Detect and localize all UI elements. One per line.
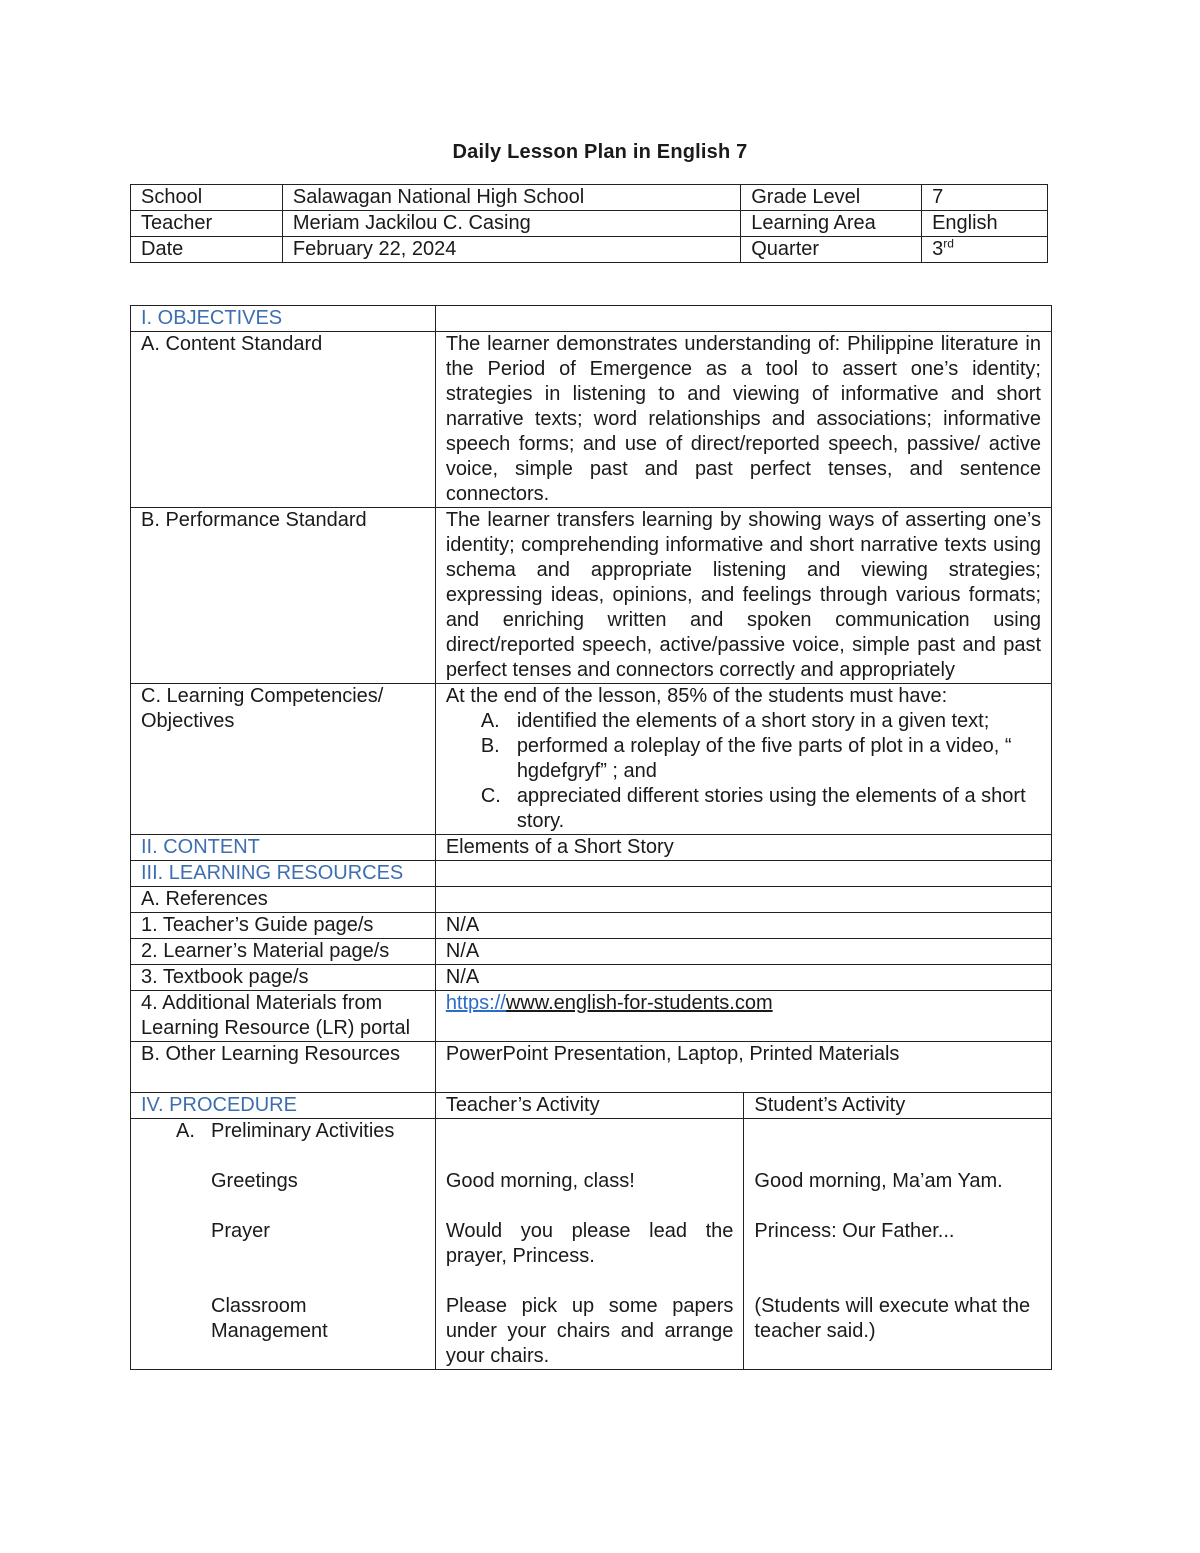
list-item [446,734,1051,784]
additional-materials-label: 4. Additional Materials from Learning Resource (LR) portal [131,991,436,1042]
teacher-activities-cell [435,1119,744,1370]
competencies-intro: At the end of the lesson, 85% of the students must have: [445,685,948,707]
list-marker: B. [480,735,500,757]
list-item [446,784,1051,834]
list-marker: C. [480,785,501,807]
teachers-guide-value: N/A [435,913,1051,939]
teacher-label: Teacher [131,211,283,237]
list-marker: A. [176,1120,195,1142]
teacher-activity-header: Teacher’s Activity [435,1093,744,1119]
teacher-value: Meriam Jackilou C. Casing [282,211,740,237]
competencies-list [446,709,1051,834]
table-row [131,965,1052,991]
spacer [754,1194,1051,1219]
table-row [131,185,1048,211]
quarter-label: Quarter [741,237,922,263]
table-row [131,861,1052,887]
competencies-cell [435,684,1051,835]
empty-cell [435,887,1051,913]
lesson-table [130,305,1052,1370]
list-item [446,709,1051,734]
table-row [131,332,1052,508]
student-activity-header: Student’s Activity [744,1093,1052,1119]
performance-standard-label: B. Performance Standard [131,508,436,684]
table-row [131,237,1048,263]
content-standard-text: The learner demonstrates understanding of: Philippine literature in the Period of Emergence as a tool to assert one’s identity; strategies in listening to and viewing of informative and short narrative texts; word relationships and associations; informative speech forms; and use of direct/reported speech, passive/ active voice, simple past and past perfect tenses, and sentence connectors. [435,332,1051,508]
spacer [141,1144,435,1169]
empty-cell [435,861,1051,887]
teachers-guide-label: 1. Teacher’s Guide page/s [131,913,436,939]
area-label: Learning Area [741,211,922,237]
school-value: Salawagan National High School [282,185,740,211]
table-row [131,1042,1052,1093]
spacer [446,1119,734,1144]
table-row [131,939,1052,965]
learners-material-value: N/A [435,939,1051,965]
procedure-heading: IV. PROCEDURE [131,1093,436,1119]
classroom-management-label: Classroom Management [211,1295,328,1342]
table-row [131,306,1052,332]
content-heading: II. CONTENT [131,835,436,861]
info-table [130,184,1048,263]
classroom-teacher: Please pick up some papers under your chairs and arrange your chairs. [445,1295,734,1367]
spacer [141,1194,435,1219]
greetings-label: Greetings [211,1170,298,1192]
table-row [131,1119,1052,1370]
student-activities-cell [744,1119,1052,1370]
spacer [754,1144,1051,1169]
competencies-label: C. Learning Competencies/ Objectives [131,684,436,835]
date-value: February 22, 2024 [282,237,740,263]
table-row [131,991,1052,1042]
table-row [131,835,1052,861]
content-value: Elements of a Short Story [435,835,1051,861]
spacer [754,1244,1051,1294]
quarter-number: 3 [932,238,944,260]
area-value: English [922,211,1048,237]
spacer [754,1119,1051,1144]
objectives-heading: I. OBJECTIVES [131,306,436,332]
references-label: A. References [131,887,436,913]
preliminary-activities [141,1119,435,1144]
resource-link[interactable]: www.english-for-students.com [505,992,773,1014]
list-item-text: appreciated different stories using the elements of a short story. [516,785,1026,832]
greetings-teacher: Good morning, class! [445,1170,635,1192]
textbook-label: 3. Textbook page/s [131,965,436,991]
list-item-text: performed a roleplay of the five parts of plot in a video, “ hgdefgryf” ; and [516,735,1012,782]
additional-materials-cell [435,991,1051,1042]
spacer [446,1144,734,1169]
other-resources-value: PowerPoint Presentation, Laptop, Printed Materials [435,1042,1051,1093]
other-resources-label: B. Other Learning Resources [131,1042,436,1093]
table-row [131,211,1048,237]
table-row [131,508,1052,684]
greetings-student: Good morning, Ma’am Yam. [754,1170,1003,1192]
prayer-teacher: Would you please lead the prayer, Princess. [445,1220,734,1267]
performance-standard-text: The learner transfers learning by showing ways of asserting one’s identity; comprehending informative and short narrative texts using schema and appropriate listening and viewing strategies; expressing ideas, opinions, and feelings through various formats; and enriching written and spoken communication using direct/reported speech, active/passive voice, simple past and past perfect tenses and connectors correctly and appropriately [435,508,1051,684]
textbook-value: N/A [435,965,1051,991]
list-marker: A. [480,710,500,732]
classroom-student: (Students will execute what the teacher said.) [754,1295,1031,1342]
learners-material-label: 2. Learner’s Material page/s [131,939,436,965]
grade-value: 7 [922,185,1048,211]
list-item-text: identified the elements of a short story in a given text; [516,710,990,732]
table-row [131,684,1052,835]
table-row [131,887,1052,913]
resources-heading: III. LEARNING RESOURCES [131,861,436,887]
school-label: School [131,185,283,211]
content-standard-label: A. Content Standard [131,332,436,508]
preliminary-label: Preliminary Activities [211,1120,395,1142]
date-label: Date [131,237,283,263]
table-row [131,913,1052,939]
grade-label: Grade Level [741,185,922,211]
page-title: Daily Lesson Plan in English 7 [452,141,748,163]
spacer [141,1244,435,1294]
prayer-label: Prayer [211,1220,270,1242]
table-row [131,1093,1052,1119]
empty-cell [435,306,1051,332]
procedure-steps-cell [131,1119,436,1370]
spacer [446,1194,734,1219]
quarter-suffix: rd [943,236,954,251]
prayer-student: Princess: Our Father... [754,1220,955,1242]
resource-link-scheme[interactable]: https:// [445,992,506,1014]
quarter-value [922,237,1048,263]
spacer [446,1269,734,1294]
